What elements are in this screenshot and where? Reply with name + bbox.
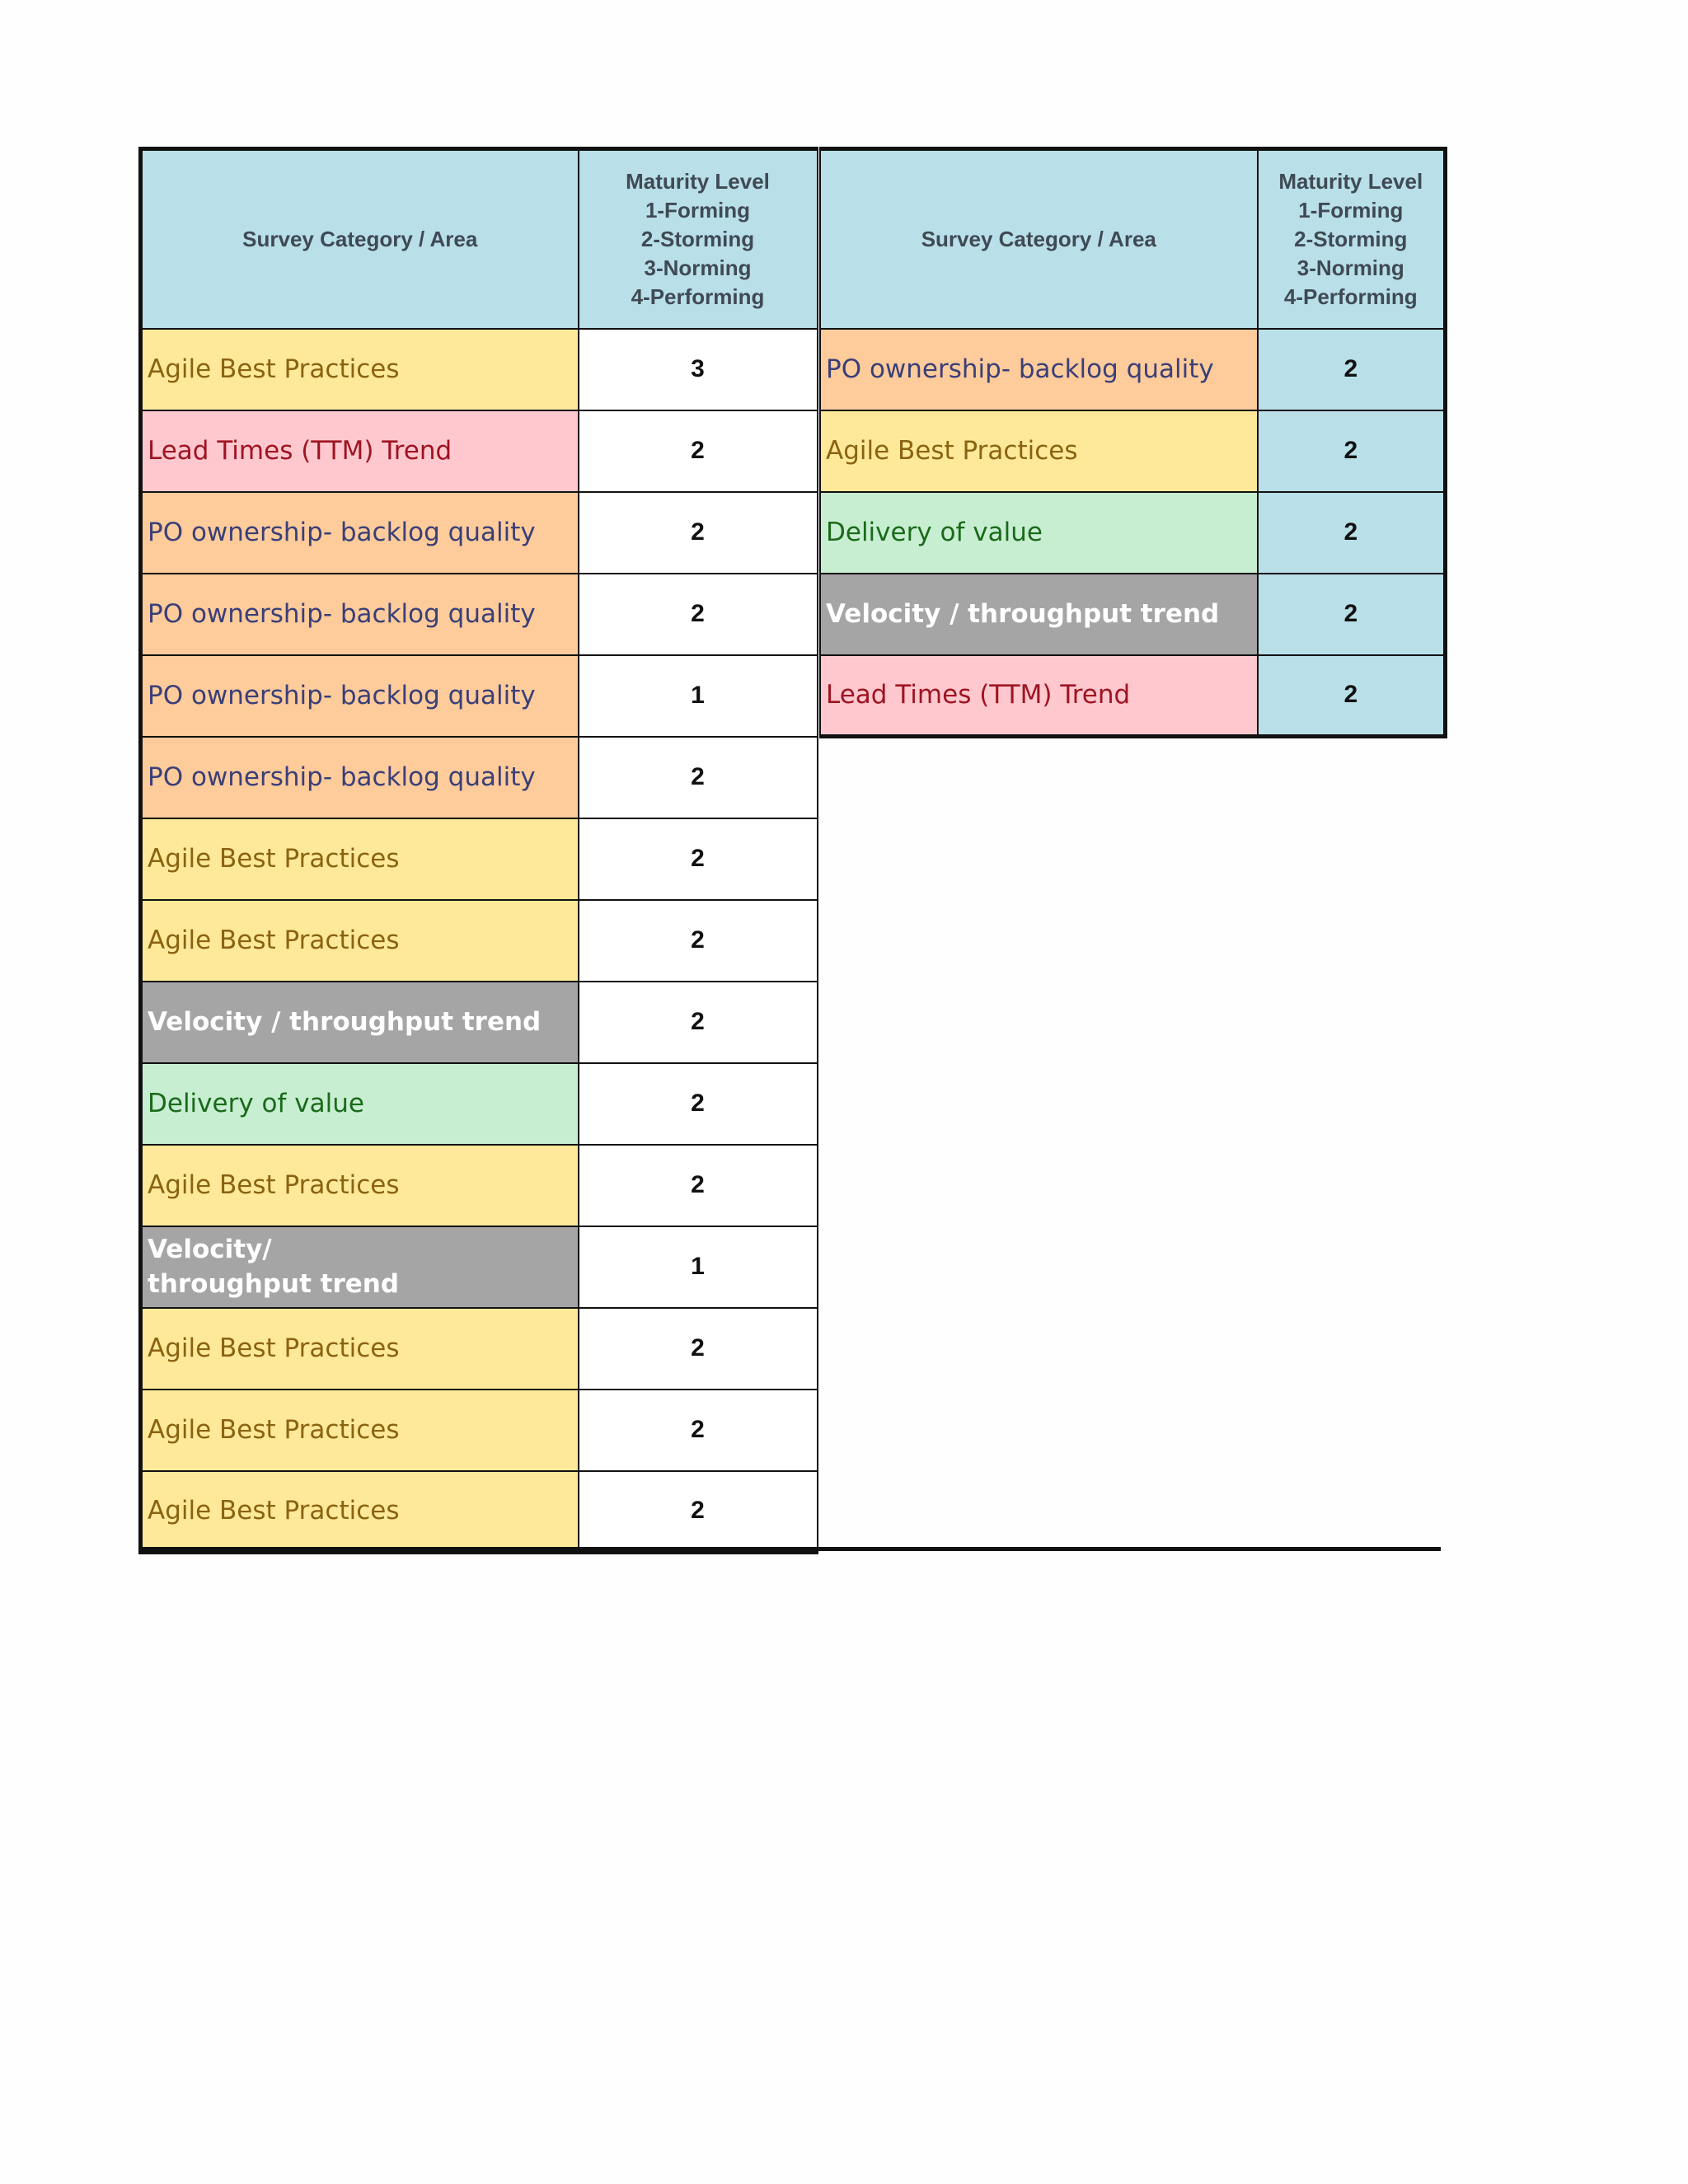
maturity-level-cell: 2	[1258, 492, 1446, 574]
table-row	[820, 574, 1446, 655]
table-row	[141, 1308, 818, 1390]
level-header-line: Maturity Level	[626, 168, 770, 194]
survey-category-cell: Agile Best Practices	[141, 900, 579, 982]
survey-category-cell: Agile Best Practices	[141, 329, 579, 410]
survey-category-cell: Velocity/ throughput trend	[141, 1226, 579, 1308]
maturity-level-cell: 2	[1258, 574, 1446, 655]
survey-category-cell: Agile Best Practices	[141, 1390, 579, 1471]
maturity-level-header	[579, 149, 818, 329]
maturity-level-cell: 2	[579, 737, 818, 818]
maturity-level-cell: 2	[579, 410, 818, 492]
maturity-level-cell: 2	[1258, 329, 1446, 410]
maturity-level-cell: 2	[579, 1471, 818, 1553]
maturity-level-cell: 2	[579, 900, 818, 982]
maturity-level-header	[1258, 149, 1446, 329]
maturity-level-cell: 2	[579, 1308, 818, 1390]
table-row	[141, 329, 818, 410]
table-row	[141, 1145, 818, 1226]
survey-category-cell: PO ownership- backlog quality	[141, 574, 579, 655]
category-header: Survey Category / Area	[820, 149, 1258, 329]
table-row	[141, 574, 818, 655]
maturity-level-cell: 1	[579, 1226, 818, 1308]
maturity-level-cell: 2	[579, 1145, 818, 1226]
maturity-level-cell: 2	[579, 1390, 818, 1471]
survey-category-cell: Velocity / throughput trend	[141, 982, 579, 1063]
table-row	[141, 1390, 818, 1471]
level-header-line: 1-Forming	[645, 197, 751, 223]
table-row	[141, 737, 818, 818]
survey-category-cell: Lead Times (TTM) Trend	[141, 410, 579, 492]
table-row	[141, 1226, 818, 1308]
header-row	[820, 149, 1446, 329]
level-header-line: 4-Performing	[631, 284, 765, 309]
survey-sheet	[138, 147, 1447, 1566]
survey-category-cell: Agile Best Practices	[141, 1145, 579, 1226]
maturity-level-cell: 2	[1258, 655, 1446, 737]
survey-category-cell: Delivery of value	[141, 1063, 579, 1145]
level-header-line: Maturity Level	[1278, 168, 1423, 194]
maturity-level-cell: 2	[579, 574, 818, 655]
level-header-line: 3-Norming	[1296, 255, 1404, 280]
survey-category-cell: PO ownership- backlog quality	[141, 492, 579, 574]
table-row	[820, 492, 1446, 574]
survey-category-cell: Velocity / throughput trend	[820, 574, 1258, 655]
bottom-border-rule	[138, 1547, 1441, 1551]
maturity-level-cell: 3	[579, 329, 818, 410]
maturity-level-cell: 2	[1258, 410, 1446, 492]
survey-category-cell: PO ownership- backlog quality	[141, 655, 579, 737]
maturity-level-cell: 2	[579, 818, 818, 900]
survey-category-cell: PO ownership- backlog quality	[141, 737, 579, 818]
table-row	[141, 655, 818, 737]
survey-category-cell: Lead Times (TTM) Trend	[820, 655, 1258, 737]
category-header: Survey Category / Area	[141, 149, 579, 329]
table-row	[141, 900, 818, 982]
table-row	[141, 982, 818, 1063]
survey-category-cell: Delivery of value	[820, 492, 1258, 574]
table-row	[820, 655, 1446, 737]
table-row	[141, 410, 818, 492]
survey-category-cell: PO ownership- backlog quality	[820, 329, 1258, 410]
survey-category-cell: Agile Best Practices	[820, 410, 1258, 492]
maturity-table-left	[138, 147, 818, 1554]
survey-category-cell: Agile Best Practices	[141, 818, 579, 900]
survey-category-cell: Agile Best Practices	[141, 1471, 579, 1553]
level-header-line: 1-Forming	[1298, 197, 1404, 223]
level-header-line: 3-Norming	[644, 255, 752, 280]
table-row	[141, 818, 818, 900]
table-row	[141, 1471, 818, 1553]
header-row	[141, 149, 818, 329]
level-header-line: 2-Storming	[640, 226, 755, 251]
table-row	[820, 410, 1446, 492]
maturity-level-cell: 1	[579, 655, 818, 737]
table-row	[820, 329, 1446, 410]
maturity-level-cell: 2	[579, 492, 818, 574]
maturity-table-right	[819, 147, 1447, 738]
survey-category-cell: Agile Best Practices	[141, 1308, 579, 1390]
table-row	[141, 492, 818, 574]
maturity-level-cell: 2	[579, 982, 818, 1063]
maturity-level-cell: 2	[579, 1063, 818, 1145]
level-header-line: 2-Storming	[1294, 226, 1408, 251]
level-header-line: 4-Performing	[1283, 284, 1418, 309]
table-row	[141, 1063, 818, 1145]
